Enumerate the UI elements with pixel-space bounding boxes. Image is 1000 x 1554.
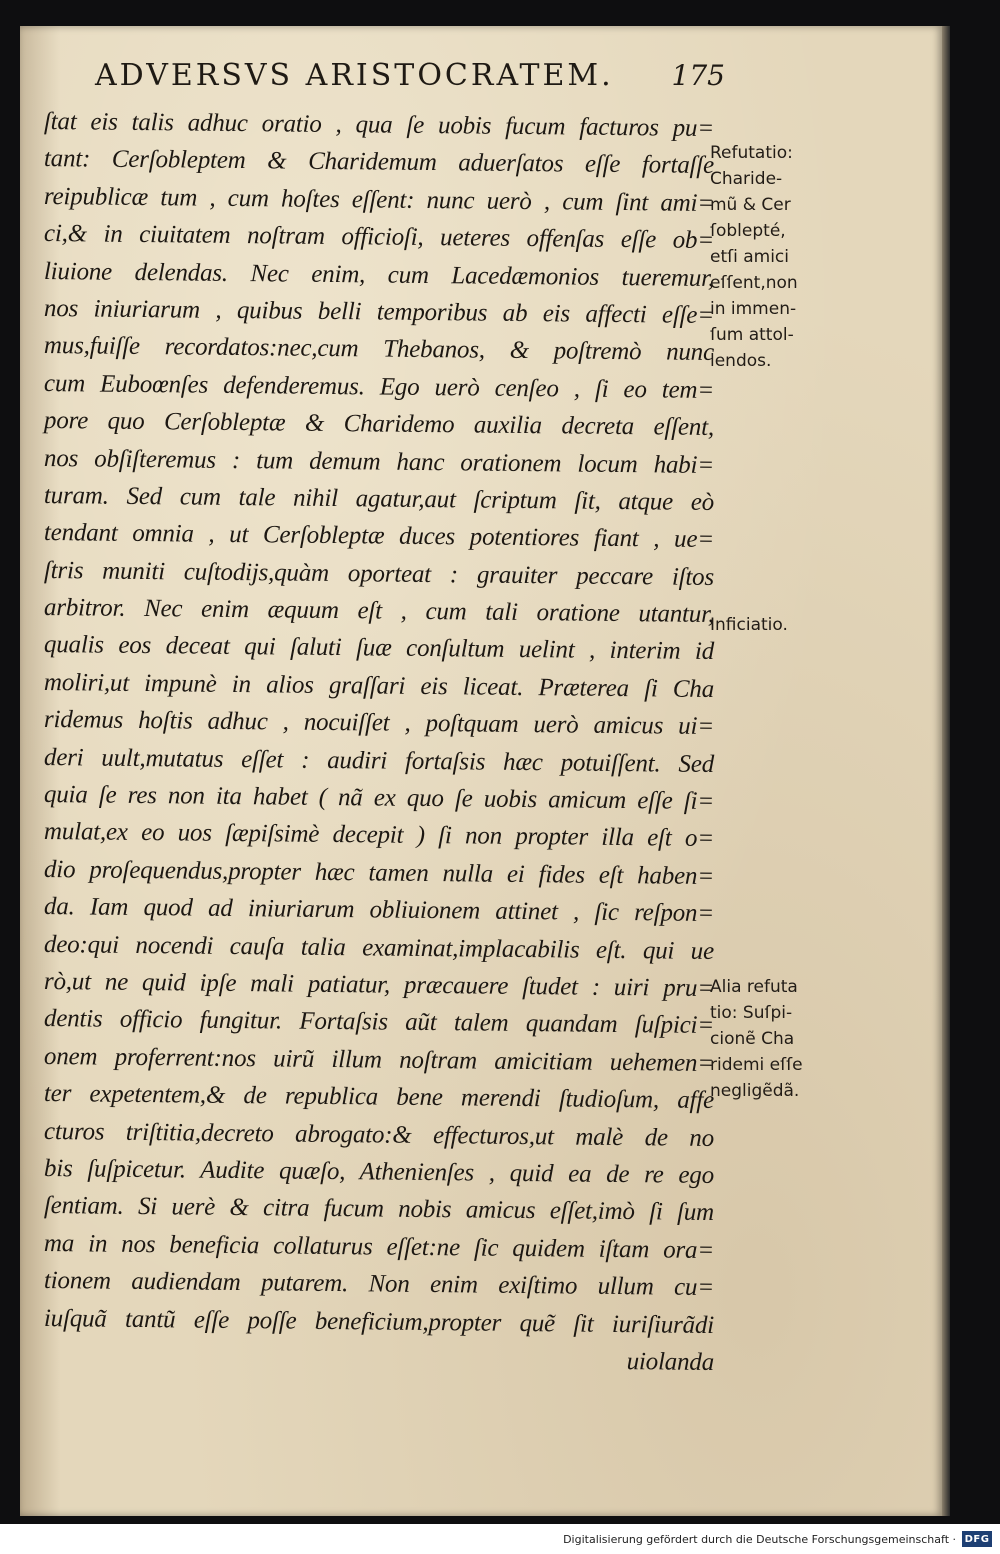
text-line: mus,fuiſſe recordatos:nec,cum Thebanos, & poſtremò nunc <box>43 332 715 367</box>
margin-note-line: ſum attol- <box>710 325 794 345</box>
margin-note-inficiatio <box>710 612 840 638</box>
margin-note-line: Inficiatio. <box>710 615 788 635</box>
margin-note-line: Charide- <box>710 169 783 189</box>
text-line: turam. Sed cum tale nihil agatur,aut ſcriptum ſit, atque eò <box>43 481 715 516</box>
text-line: dio proſequendus,propter hæc tamen nulla ei fides eſt haben= <box>43 855 715 890</box>
text-line: bis ſuſpicetur. Audite quæſo, Athenienſes , quid ea de re ego <box>43 1154 715 1189</box>
text-line: nos obſiſteremus : tum demum hanc orationem locum habi= <box>43 444 715 479</box>
footer-bar <box>0 1524 1000 1554</box>
margin-note-line: negligẽdã. <box>710 1081 800 1101</box>
text-line: tionem audiendam putarem. Non enim exiſtimo ullum cu= <box>43 1267 715 1302</box>
page-edge-shadow <box>942 26 950 1516</box>
text-line: pore quo Cerſobleptæ & Charidemo auxilia decreta eſſent, <box>43 407 715 442</box>
text-line: liuione delendas. Nec enim, cum Lacedæmonios tueremur, <box>43 257 715 292</box>
text-line: ridemus hoſtis adhuc , nocuiſſet , poſtquam uerò amicus ui= <box>43 706 715 741</box>
margin-note-line: ſoblepté, <box>710 221 786 241</box>
text-line: deri uult,mutatus eſſet : audiri fortaſsis hæc potuiſſent. Sed <box>43 743 715 778</box>
margin-note-line: lendos. <box>710 351 772 371</box>
text-line: mulat,ex eo uos ſæpiſsimè decepit ) ſi non propter illa eſt o= <box>43 818 715 853</box>
text-line: ci,& in ciuitatem noſtram officioſi, ueteres offenſas eſſe ob= <box>43 220 715 255</box>
text-line: quia ſe res non ita habet ( nã ex quo ſe uobis amicum eſſe ſi= <box>43 781 715 816</box>
margin-note-line: ridemi eſſe <box>710 1055 803 1075</box>
text-line: cturos triſtitia,decreto abrogato:& effecturos,ut malè de no <box>43 1117 715 1152</box>
margin-note-refutatio <box>710 140 840 374</box>
text-line: nos iniuriarum , quibus belli temporibus ab eis affecti eſſe= <box>43 294 715 329</box>
margin-note-line: mũ & Cer <box>710 195 791 215</box>
text-line: ter expetentem,& de republica bene merendi ſtudioſum, affe <box>43 1080 715 1115</box>
running-head <box>95 58 725 93</box>
margin-note-line: cionẽ Cha <box>710 1029 795 1049</box>
main-text-block <box>44 103 714 1374</box>
margin-note-line: etſi amici <box>710 247 790 267</box>
text-line: ſtris muniti cuſtodijs,quàm oporteat : grauiter peccare iſtos <box>43 556 715 591</box>
text-line: ſentiam. Si uerè & citra fucum nobis amicus eſſet,imò ſi ſum <box>43 1192 715 1227</box>
text-line: deo:qui nocendi cauſa talia examinat,implacabilis eſt. qui ue <box>43 930 715 965</box>
text-line: ſtat eis talis adhuc oratio , qua ſe uobis fucum facturos pu= <box>43 108 715 143</box>
text-line: da. Iam quod ad iniuriarum obliuionem attinet , ſic reſpon= <box>43 893 715 928</box>
margin-note-line: in immen- <box>710 299 797 319</box>
footer-credit: Digitalisierung gefördert durch die Deutsche Forschungsgemeinschaft · <box>563 1532 956 1546</box>
text-line: iuſquã tantũ eſſe poſſe beneficium,propter quẽ ſit iuriſiurãdi <box>43 1304 715 1339</box>
text-line: tant: Cerſobleptem & Charidemum aduerſatos eſſe fortaſſe <box>43 145 715 180</box>
margin-note-line: Alia refuta <box>710 977 798 997</box>
text-line: qualis eos deceat qui ſaluti ſuæ conſultum uelint , interim id <box>43 631 715 666</box>
margin-note-line: Refutatio: <box>710 143 793 163</box>
page-number: 175 <box>671 59 725 92</box>
text-line: dentis officio fungitur. Fortaſsis aũt talem quandam ſuſpici= <box>43 1005 715 1040</box>
text-line: reipublicæ tum , cum hoſtes eſſent: nunc uerò , cum ſint ami= <box>43 182 715 217</box>
text-line: arbitror. Nec enim æquum eſt , cum tali oratione utantur, <box>43 594 715 629</box>
text-line: cum Euboœnſes defenderemus. Ego uerò cenſeo , ſi eo tem= <box>43 369 715 404</box>
text-line: moliri,ut impunè in alios graſſari eis liceat. Præterea ſi Cha <box>43 668 715 703</box>
text-line: uiolanda <box>626 1347 715 1376</box>
margin-note-line: tio: Suſpi- <box>710 1003 793 1023</box>
text-line: onem proferrent:nos uirũ illum noſtram amicitiam uehemen= <box>43 1042 715 1077</box>
text-line: tendant omnia , ut Cerſobleptæ duces potentiores fiant , ue= <box>43 519 715 554</box>
text-line: rò,ut ne quid ipſe mali patiatur, præcauere ſtudet : uiri pru= <box>43 967 715 1002</box>
dfg-logo-icon: DFG <box>962 1531 992 1547</box>
margin-note-alia-refutatio <box>710 974 840 1104</box>
margin-note-line: eſſent,non <box>710 273 798 293</box>
text-line: ma in nos beneficia collaturus eſſet:ne ſic quidem iſtam ora= <box>43 1229 715 1264</box>
running-head-title: ADVERSVS ARISTOCRATEM. <box>95 58 614 93</box>
